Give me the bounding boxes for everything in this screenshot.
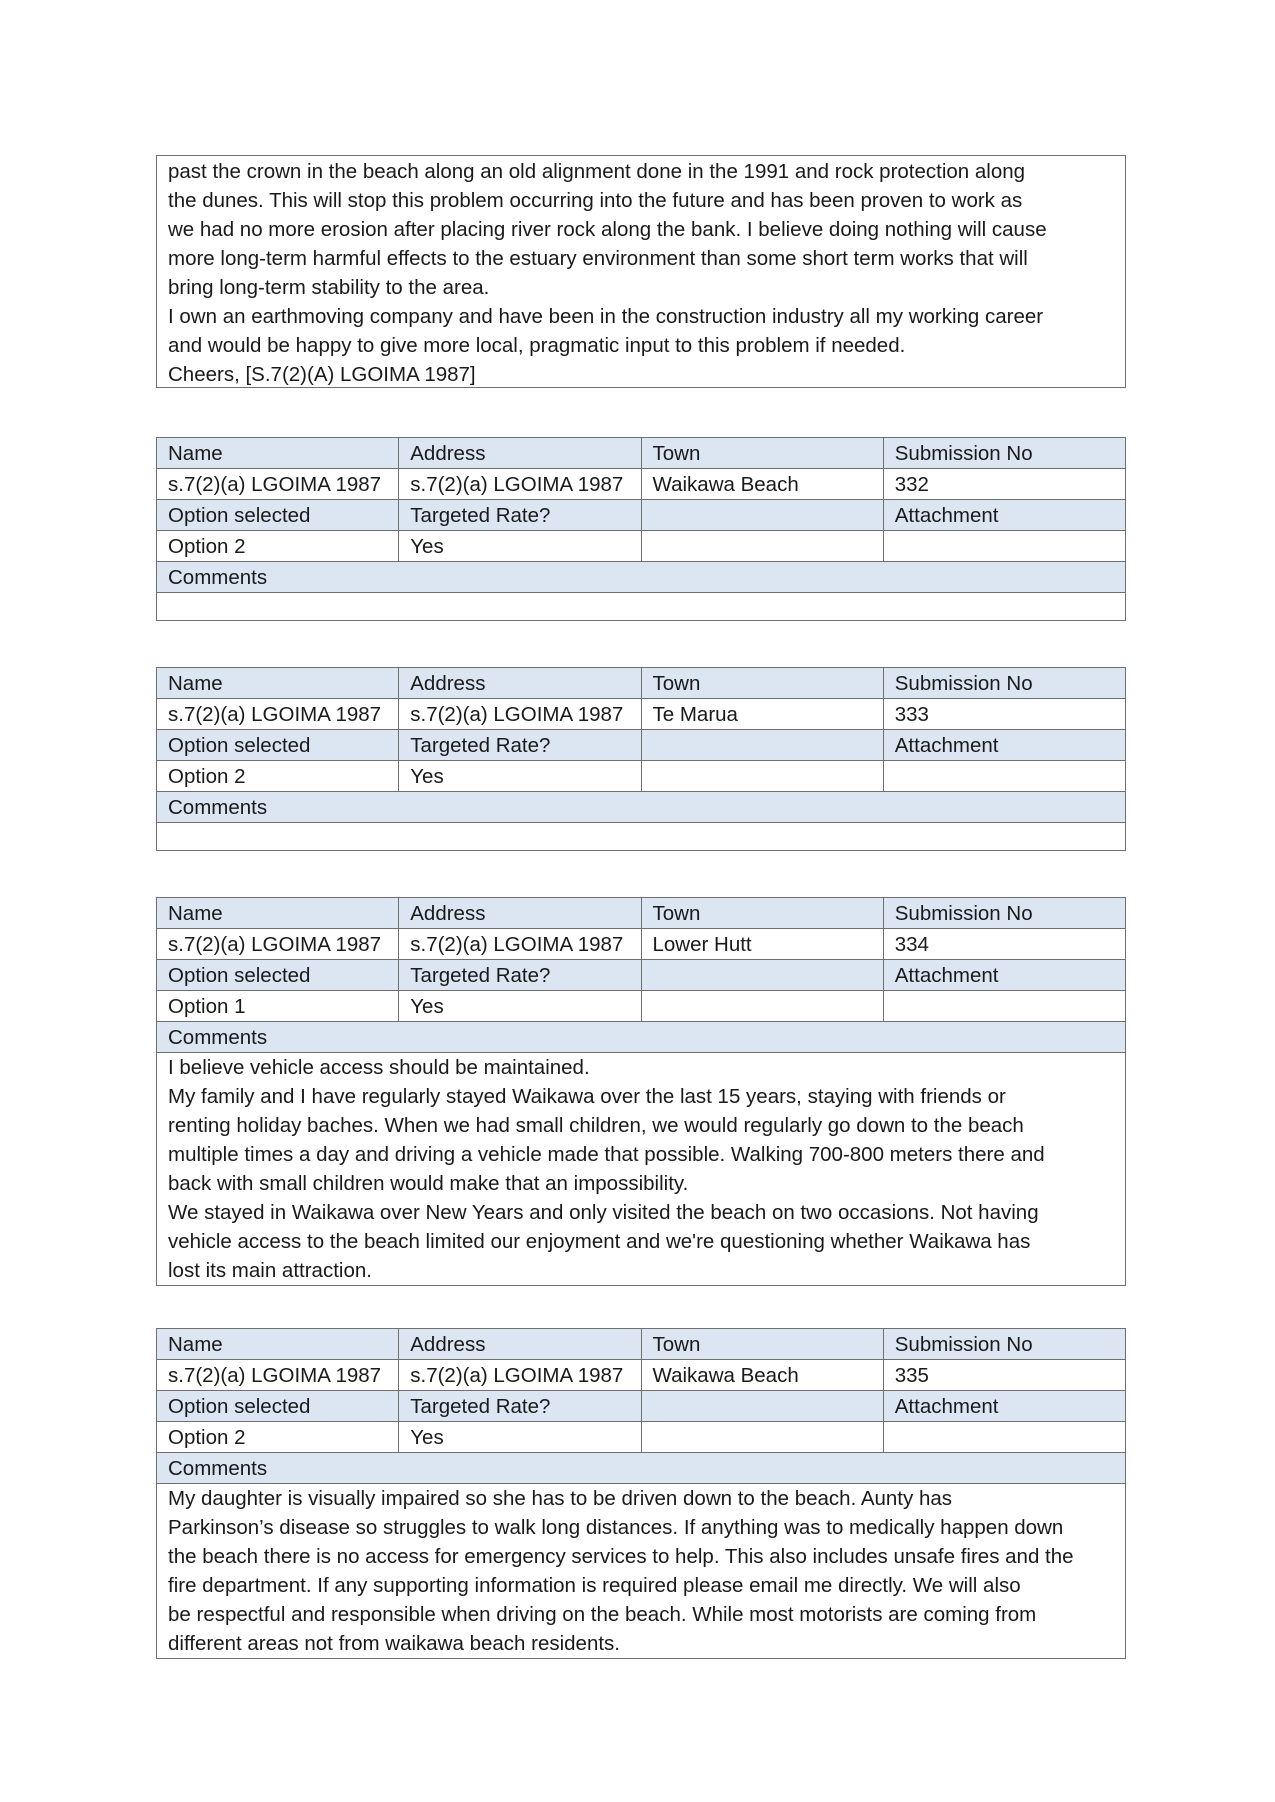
name-label: Name: [157, 1329, 399, 1360]
town-value: Te Marua: [641, 699, 883, 730]
name-label: Name: [157, 668, 399, 699]
attachment-value: [883, 761, 1125, 792]
name-value: s.7(2)(a) LGOIMA 1987: [157, 929, 399, 960]
blank-cell: [641, 1391, 883, 1422]
comment-line: the dunes. This will stop this problem occurring into the future and has been proven to work as: [168, 189, 1023, 212]
blank-cell: [641, 500, 883, 531]
attachment-label: Attachment: [883, 500, 1125, 531]
targeted-rate-value: Yes: [399, 991, 641, 1022]
comment-line: more long-term harmful effects to the estuary environment than some short term works that will: [168, 247, 1028, 270]
details-row: [157, 531, 1126, 562]
comment-line: I believe vehicle access should be maintained.: [168, 1056, 590, 1079]
comments-row: [157, 1484, 1126, 1659]
attachment-value: [883, 1422, 1125, 1453]
details-row: [157, 991, 1126, 1022]
option-value: Option 1: [157, 991, 399, 1022]
comment-line: Cheers, [S.7(2)(A) LGOIMA 1987]: [168, 363, 476, 386]
continued-comment-box: [156, 155, 1126, 388]
submission-no-label: Submission No: [883, 898, 1125, 929]
targeted-rate-value: Yes: [399, 531, 641, 562]
town-value: Waikawa Beach: [641, 1360, 883, 1391]
comments-body: [157, 593, 1126, 621]
comment-line: we had no more erosion after placing river rock along the bank. I believe doing nothing will cause: [168, 218, 1047, 241]
comment-line: Parkinson’s disease so struggles to walk long distances. If anything was to medically happen down: [168, 1516, 1064, 1539]
comment-line: My family and I have regularly stayed Waikawa over the last 15 years, staying with friends or: [168, 1085, 1006, 1108]
blank-cell: [641, 761, 883, 792]
comment-line: past the crown in the beach along an old alignment done in the 1991 and rock protection along: [168, 160, 1026, 183]
details-row: [157, 929, 1126, 960]
submission-no-label: Submission No: [883, 438, 1125, 469]
comments-row: [157, 1053, 1126, 1286]
comment-line: My daughter is visually impaired so she has to be driven down to the beach. Aunty has: [168, 1487, 953, 1510]
header-row: [157, 730, 1126, 761]
targeted-rate-label: Targeted Rate?: [399, 1391, 641, 1422]
town-value: Lower Hutt: [641, 929, 883, 960]
comments-label: Comments: [157, 1022, 1126, 1053]
details-row: [157, 1360, 1126, 1391]
comment-line: fire department. If any supporting information is required please email me directly. We will also: [168, 1574, 1021, 1597]
attachment-value: [883, 991, 1125, 1022]
submission-no-value: 334: [883, 929, 1125, 960]
details-row: [157, 1422, 1126, 1453]
comment-line: multiple times a day and driving a vehicle made that possible. Walking 700-800 meters there and: [168, 1143, 1045, 1166]
address-label: Address: [399, 1329, 641, 1360]
blank-cell: [641, 960, 883, 991]
comment-line: be respectful and responsible when driving on the beach. While most motorists are coming from: [168, 1603, 1037, 1626]
name-value: s.7(2)(a) LGOIMA 1987: [157, 699, 399, 730]
blank-cell: [641, 1422, 883, 1453]
address-value: s.7(2)(a) LGOIMA 1987: [399, 929, 641, 960]
comment-line: back with small children would make that an impossibility.: [168, 1172, 689, 1195]
header-row: [157, 500, 1126, 531]
comments-header-row: [157, 1453, 1126, 1484]
name-value: s.7(2)(a) LGOIMA 1987: [157, 469, 399, 500]
submission-table-334: [156, 897, 1126, 1286]
submission-no-value: 333: [883, 699, 1125, 730]
comment-line: vehicle access to the beach limited our enjoyment and we're questioning whether Waikawa has: [168, 1230, 1031, 1253]
submission-no-label: Submission No: [883, 668, 1125, 699]
submission-no-value: 332: [883, 469, 1125, 500]
comments-body: [157, 1484, 1126, 1659]
comment-line: the beach there is no access for emergency services to help. This also includes unsafe fires and the: [168, 1545, 1074, 1568]
name-label: Name: [157, 898, 399, 929]
comments-label: Comments: [157, 562, 1126, 593]
attachment-value: [883, 531, 1125, 562]
targeted-rate-value: Yes: [399, 761, 641, 792]
comments-header-row: [157, 562, 1126, 593]
attachment-label: Attachment: [883, 730, 1125, 761]
town-label: Town: [641, 898, 883, 929]
comments-row: [157, 823, 1126, 851]
comments-row: [157, 593, 1126, 621]
option-value: Option 2: [157, 761, 399, 792]
submission-no-label: Submission No: [883, 1329, 1125, 1360]
address-label: Address: [399, 438, 641, 469]
name-label: Name: [157, 438, 399, 469]
town-label: Town: [641, 1329, 883, 1360]
attachment-label: Attachment: [883, 960, 1125, 991]
targeted-rate-label: Targeted Rate?: [399, 960, 641, 991]
comment-line: and would be happy to give more local, pragmatic input to this problem if needed.: [168, 334, 906, 357]
header-row: [157, 898, 1126, 929]
blank-cell: [641, 531, 883, 562]
header-row: [157, 1329, 1126, 1360]
blank-cell: [641, 730, 883, 761]
comments-body: [157, 823, 1126, 851]
submission-table-335: [156, 1328, 1126, 1659]
submission-table-333: [156, 667, 1126, 851]
targeted-rate-label: Targeted Rate?: [399, 730, 641, 761]
town-label: Town: [641, 438, 883, 469]
option-value: Option 2: [157, 1422, 399, 1453]
option-selected-label: Option selected: [157, 1391, 399, 1422]
header-row: [157, 1391, 1126, 1422]
details-row: [157, 469, 1126, 500]
address-label: Address: [399, 668, 641, 699]
comment-line: bring long-term stability to the area.: [168, 276, 490, 299]
attachment-label: Attachment: [883, 1391, 1125, 1422]
blank-cell: [641, 991, 883, 1022]
header-row: [157, 668, 1126, 699]
address-label: Address: [399, 898, 641, 929]
option-selected-label: Option selected: [157, 730, 399, 761]
comment-line: lost its main attraction.: [168, 1259, 372, 1282]
comments-label: Comments: [157, 792, 1126, 823]
address-value: s.7(2)(a) LGOIMA 1987: [399, 469, 641, 500]
targeted-rate-label: Targeted Rate?: [399, 500, 641, 531]
header-row: [157, 438, 1126, 469]
town-value: Waikawa Beach: [641, 469, 883, 500]
targeted-rate-value: Yes: [399, 1422, 641, 1453]
details-row: [157, 761, 1126, 792]
option-selected-label: Option selected: [157, 960, 399, 991]
submission-no-value: 335: [883, 1360, 1125, 1391]
header-row: [157, 960, 1126, 991]
comments-header-row: [157, 1022, 1126, 1053]
option-selected-label: Option selected: [157, 500, 399, 531]
address-value: s.7(2)(a) LGOIMA 1987: [399, 1360, 641, 1391]
comment-line: I own an earthmoving company and have been in the construction industry all my working career: [168, 305, 1044, 328]
comment-line: different areas not from waikawa beach residents.: [168, 1632, 621, 1655]
submission-table-332: [156, 437, 1126, 621]
details-row: [157, 699, 1126, 730]
town-label: Town: [641, 668, 883, 699]
option-value: Option 2: [157, 531, 399, 562]
name-value: s.7(2)(a) LGOIMA 1987: [157, 1360, 399, 1391]
comments-label: Comments: [157, 1453, 1126, 1484]
comment-line: We stayed in Waikawa over New Years and only visited the beach on two occasions. Not having: [168, 1201, 1039, 1224]
comment-line: renting holiday baches. When we had small children, we would regularly go down to the beach: [168, 1114, 1024, 1137]
comments-body: [157, 1053, 1126, 1286]
address-value: s.7(2)(a) LGOIMA 1987: [399, 699, 641, 730]
comments-header-row: [157, 792, 1126, 823]
